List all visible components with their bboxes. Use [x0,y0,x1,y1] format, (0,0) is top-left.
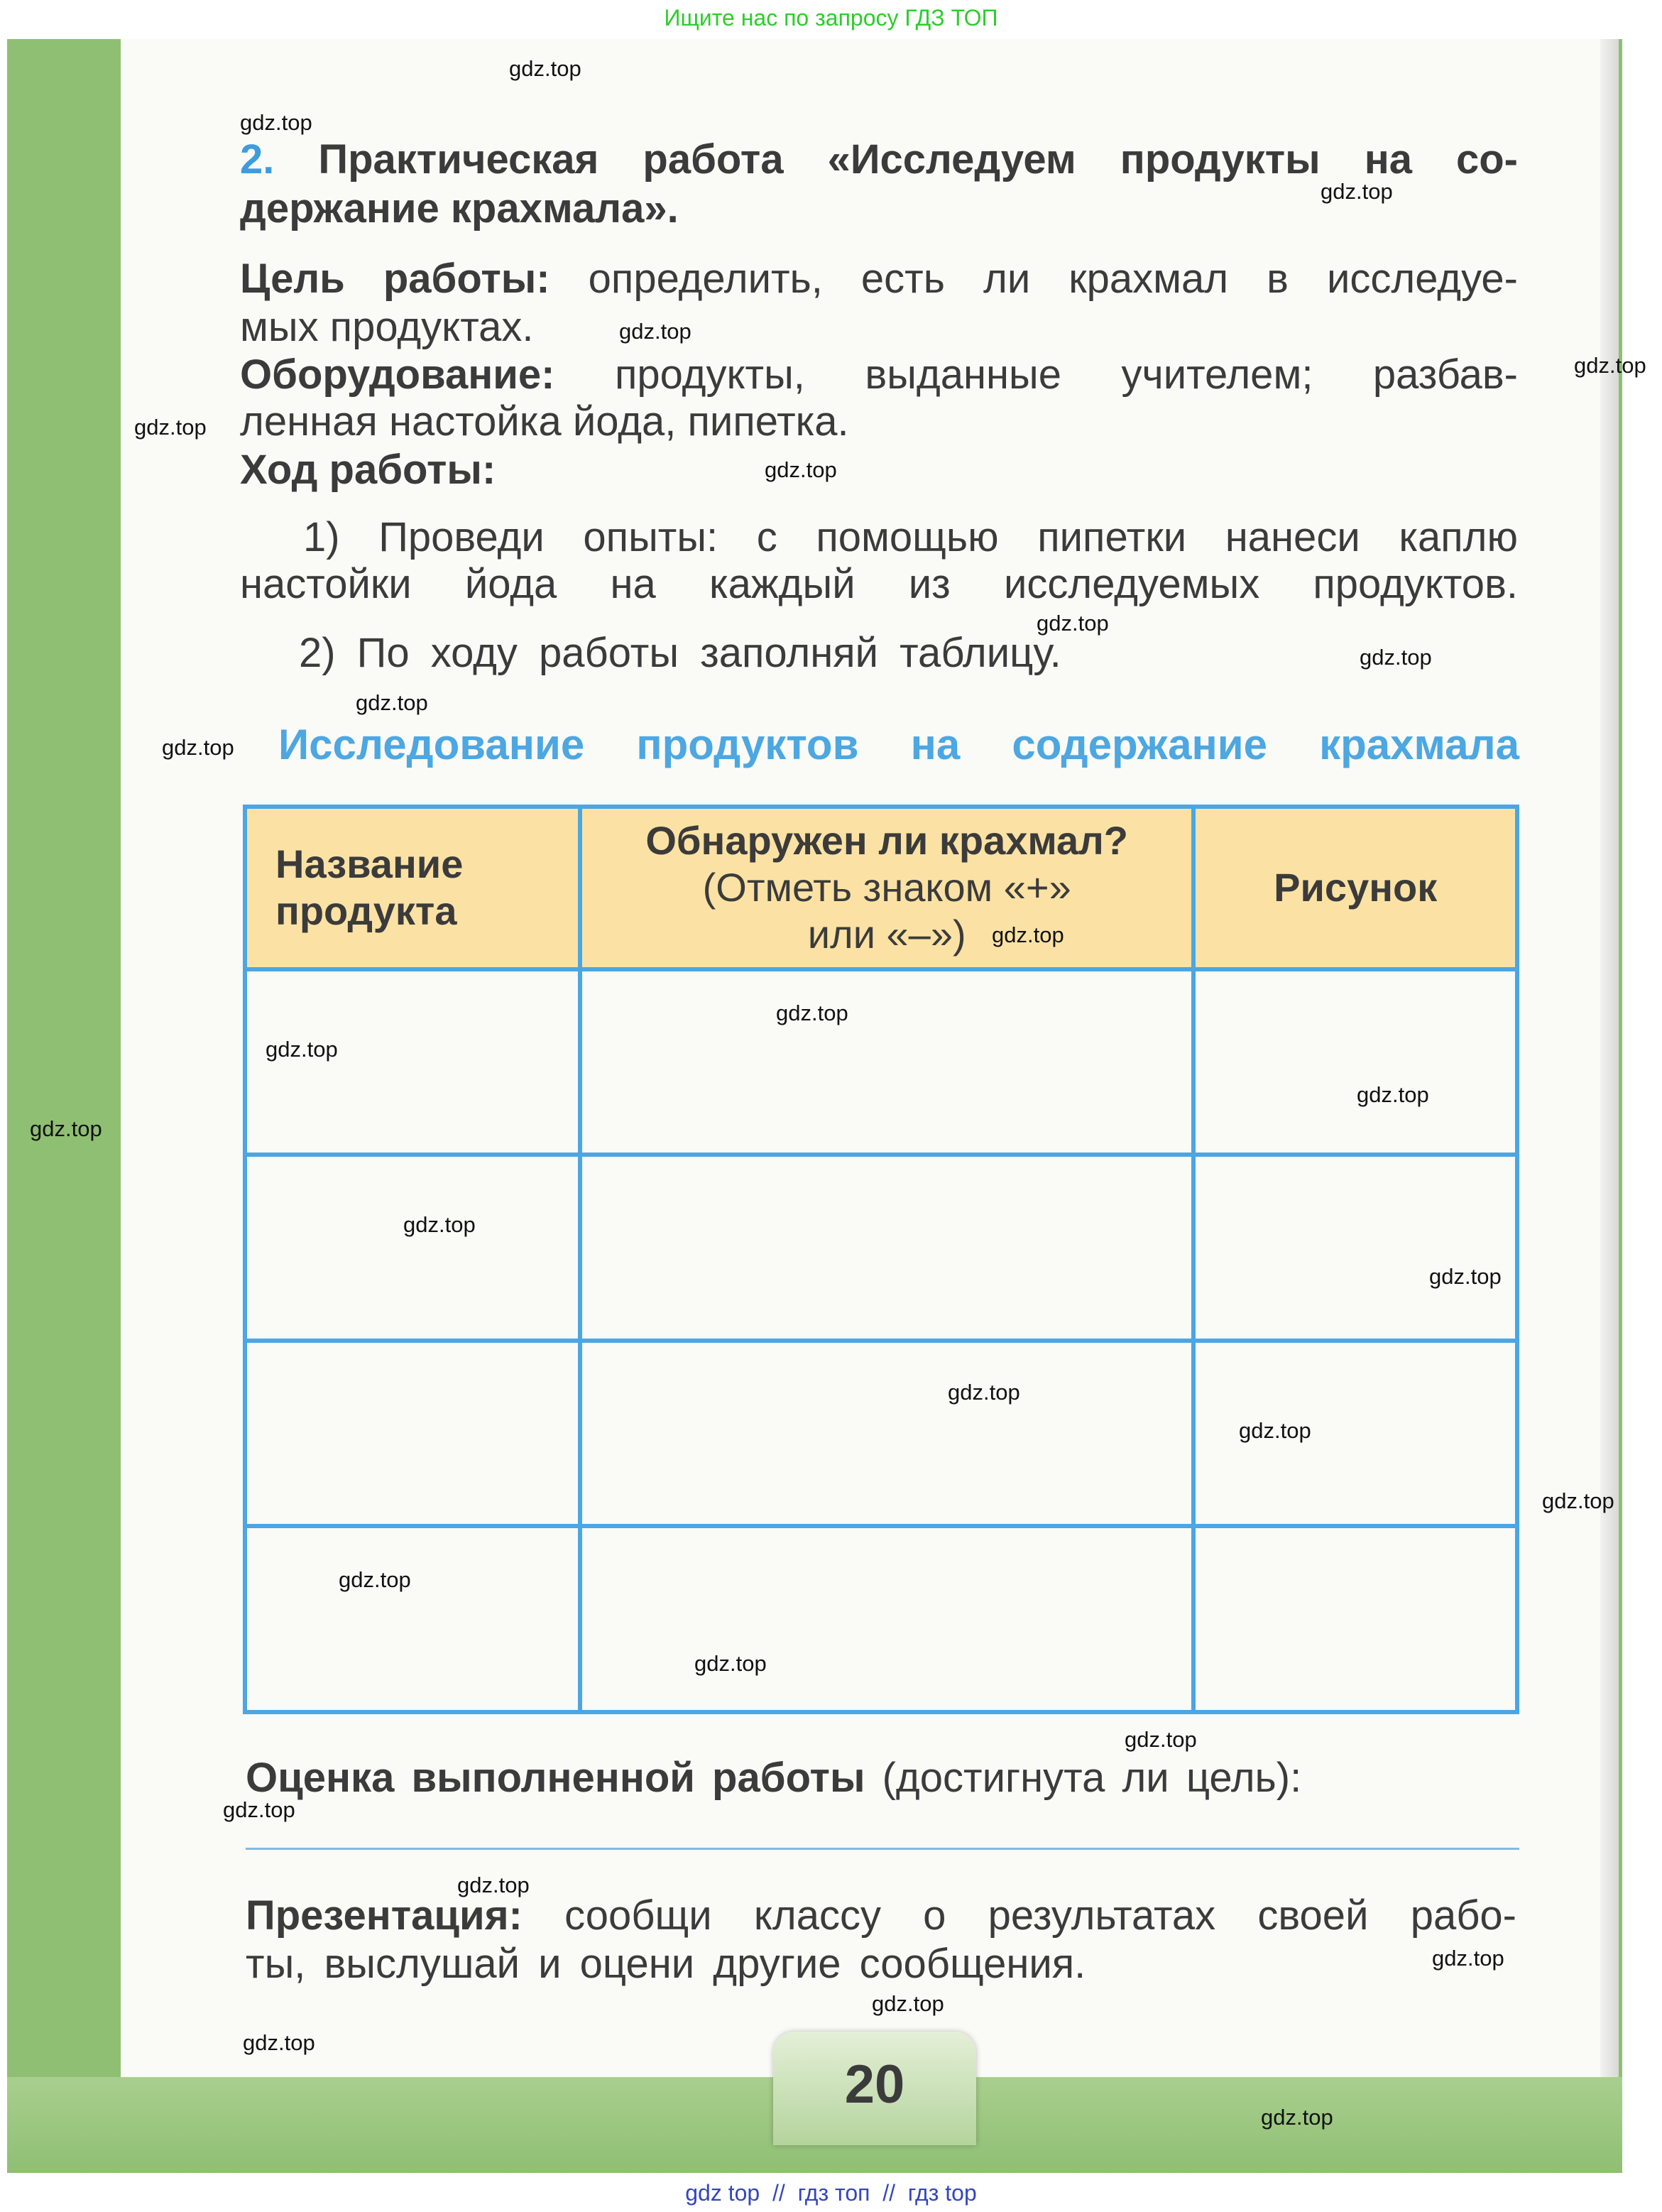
watermark: gdz.top [1429,1264,1502,1289]
starch-cell[interactable] [580,1155,1193,1341]
product-cell[interactable] [245,1341,580,1527]
watermark: gdz.top [765,457,837,482]
evaluation-answer-line[interactable] [246,1848,1519,1850]
step2: 2) По ходу работы заполняй таблицу. [299,630,1061,676]
watermark: gdz.top [619,319,691,344]
watermark: gdz.top [509,56,581,81]
header-starch-question: Обнаружен ли крахмал? [645,818,1128,863]
watermark: gdz.top [1432,1946,1504,1971]
watermark: gdz.top [30,1116,102,1141]
table-row [245,1526,1517,1712]
equipment-line2: ленная настойка йода, пипетка. [240,398,849,445]
watermark: gdz.top [1574,353,1646,378]
starch-table [243,805,1519,1714]
watermark: gdz.top [1125,1727,1197,1752]
step1-line1: 1) Проведи опыты: с помощью пипетки нанеси каплю [303,514,1518,560]
watermark: gdz.top [243,2030,315,2055]
goal-text: определить, есть ли крахмал в исследуе- [550,256,1518,302]
watermark: gdz.top [339,1567,411,1592]
page-number: 20 [773,2032,976,2145]
watermark: gdz.top [1321,179,1393,204]
watermark: gdz.top [1261,2105,1333,2130]
watermark: gdz.top [992,922,1064,947]
header-starch-note2: или «–») [807,912,966,957]
table-title: Исследование продуктов на содержание крахмала [278,721,1519,768]
watermark: gdz.top [1360,645,1432,670]
table-row [245,1341,1517,1527]
task-title-line2: держание крахмала». [240,185,679,231]
header-starch-note1: (Отметь знаком «+» [702,865,1071,910]
task-title: Практическая работа «Исследуем продукты на со- [274,136,1518,182]
search-banner[interactable]: Ищите нас по запросу ГДЗ ТОП [664,5,998,31]
table-row [245,969,1517,1155]
presentation-line2: ты, выслушай и оцени другие сообщения. [246,1941,1086,1987]
starch-cell[interactable] [580,969,1193,1155]
watermark: gdz.top [134,415,207,440]
equipment-text: продукты, выданные учителем; разбав- [554,352,1518,398]
goal-label: Цель работы: [240,256,550,302]
procedure-label: Ход работы: [240,447,496,493]
drawing-cell[interactable] [1193,1155,1517,1341]
drawing-cell[interactable] [1193,969,1517,1155]
equipment-label: Оборудование: [240,352,555,398]
header-product-name: Название продукта [245,807,580,969]
table-row [245,1155,1517,1341]
watermark: gdz.top [162,735,234,760]
watermark: gdz.top [694,1651,767,1676]
watermark: gdz.top [1239,1418,1311,1443]
presentation-line1 [246,1891,1516,1941]
product-cell[interactable] [245,1155,580,1341]
presentation-label: Презентация: [246,1892,523,1939]
watermark: gdz.top [1357,1082,1429,1107]
table-header-row [245,807,1517,969]
task-number: 2. [240,136,275,182]
watermark: gdz.top [776,1001,848,1025]
product-cell[interactable] [245,1526,580,1712]
watermark: gdz.top [266,1037,338,1062]
header-drawing: Рисунок [1193,807,1517,969]
drawing-cell[interactable] [1193,1526,1517,1712]
equipment-line1 [240,350,1518,400]
goal-line2: мых продуктах. [240,304,534,350]
watermark: gdz.top [223,1797,295,1822]
starch-cell[interactable] [580,1526,1193,1712]
footer-links[interactable]: gdz top // гдз топ // гдз top [685,2180,977,2206]
task-title-line1 [240,135,1518,185]
goal-line1 [240,254,1518,304]
evaluation-label: Оценка выполненной работы [246,1755,865,1801]
page-edge-shade [1600,39,1619,2077]
starch-cell[interactable] [580,1341,1193,1527]
watermark: gdz.top [1037,611,1109,636]
header-starch-detected [580,807,1193,969]
watermark: gdz.top [457,1873,530,1897]
evaluation-line [246,1753,1301,1803]
watermark: gdz.top [948,1380,1020,1405]
watermark: gdz.top [872,1991,944,2016]
watermark: gdz.top [1542,1488,1614,1513]
watermark: gdz.top [403,1212,476,1237]
step1-line2: настойки йода на каждый из исследуемых продуктов. [240,561,1518,607]
presentation-text: сообщи классу о результатах своей рабо- [522,1892,1516,1939]
watermark: gdz.top [356,690,428,715]
evaluation-text: (достигнута ли цель): [865,1755,1302,1801]
watermark: gdz.top [240,110,312,135]
